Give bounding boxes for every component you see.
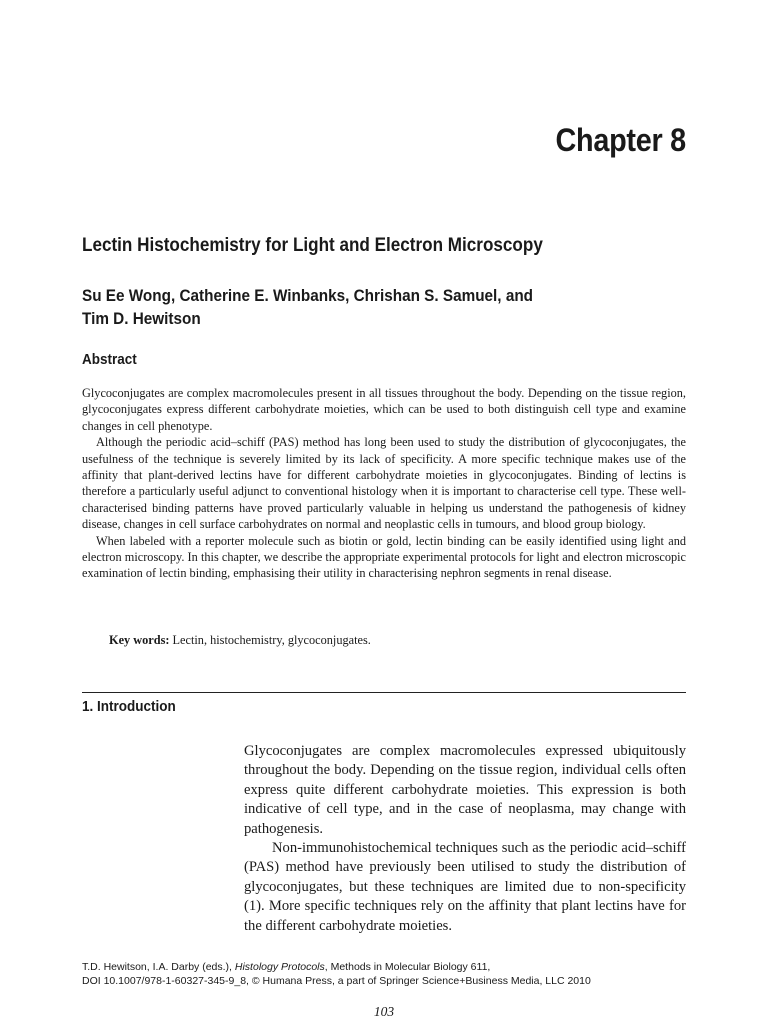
abstract-paragraph: Although the periodic acid–schiff (PAS) method has long been used to study the distribution of glycoconjugates, the usefulness of the technique is severely limited by its lack of specificity. A more specific technique makes use of the affinity that plant-derived lectins have for different carbohydrate moieties in glycoconjugates. Binding of lectins is therefore a particularly useful adjunct to conventional histology when it is important to characterise cell type. These well-characterised binding patterns have proved particularly valuable in helping us understand the pathogenesis of kidney disease, changes in cell surface carbohydrates on normal and neoplastic cells in tumours, and blood group biology. <box>82 435 686 532</box>
page-number: 103 <box>373 1004 395 1019</box>
footnote-line-1 <box>82 961 591 975</box>
introduction-paragraph: Non-immunohistochemical techniques such as the periodic acid–schiff (PAS) method have previously been utilised to study the distribution of glycoconjugates, but these techniques are limited due to non-specificity (1). More specific techniques rely on the affinity that plant lectins have for the different carbohydrate moieties. <box>244 840 686 934</box>
author-line: Tim D. Hewitson <box>82 309 201 328</box>
author-line: Su Ee Wong, Catherine E. Winbanks, Chrishan S. Samuel, and <box>82 286 534 305</box>
footnote-line-2: DOI 10.1007/978-1-60327-345-9_8, © Humana Press, a part of Springer Science+Business Media, LLC 2010 <box>82 974 591 987</box>
chapter-title: Lectin Histochemistry for Light and Electron Microscopy <box>82 235 543 256</box>
keywords <box>109 632 371 648</box>
citation-footnote <box>82 961 591 988</box>
author-list <box>82 284 533 330</box>
section-heading-introduction: 1. Introduction <box>82 698 176 715</box>
abstract-paragraph: Glycoconjugates are complex macromolecules present in all tissues throughout the body. Depending on the tissue region, glycoconjugates express different carbohydrate moieties, which can be used to both distinguish cell type and examine changes in cell phenotype. <box>82 386 686 433</box>
introduction-body <box>244 742 686 936</box>
keywords-list: Lectin, histochemistry, glycoconjugates. <box>172 633 371 647</box>
abstract-body <box>82 385 686 582</box>
keywords-label: Key words: <box>109 633 170 647</box>
section-divider <box>82 692 686 693</box>
footnote-series: , Methods in Molecular Biology 611, <box>324 961 491 973</box>
introduction-paragraph: Glycoconjugates are complex macromolecules expressed ubiquitously throughout the body. Depending on the tissue region, individual cells often express quite different carbohydrate moieties. This expression is both indicative of cell type, and in the case of neoplasma, may change with pathogenesis. <box>244 743 686 837</box>
abstract-paragraph: When labeled with a reporter molecule such as biotin or gold, lectin binding can be easily identified using light and electron microscopy. In this chapter, we describe the appropriate experimental protocols for light and electron microscopic examination of lectin binding, emphasising their utility in characterising nephron segments in renal disease. <box>82 533 686 581</box>
footnote-book-title: Histology Protocols <box>234 961 325 973</box>
abstract-heading: Abstract <box>82 351 137 368</box>
chapter-label: Chapter 8 <box>555 122 686 158</box>
footnote-editors: T.D. Hewitson, I.A. Darby (eds.), <box>82 961 235 973</box>
